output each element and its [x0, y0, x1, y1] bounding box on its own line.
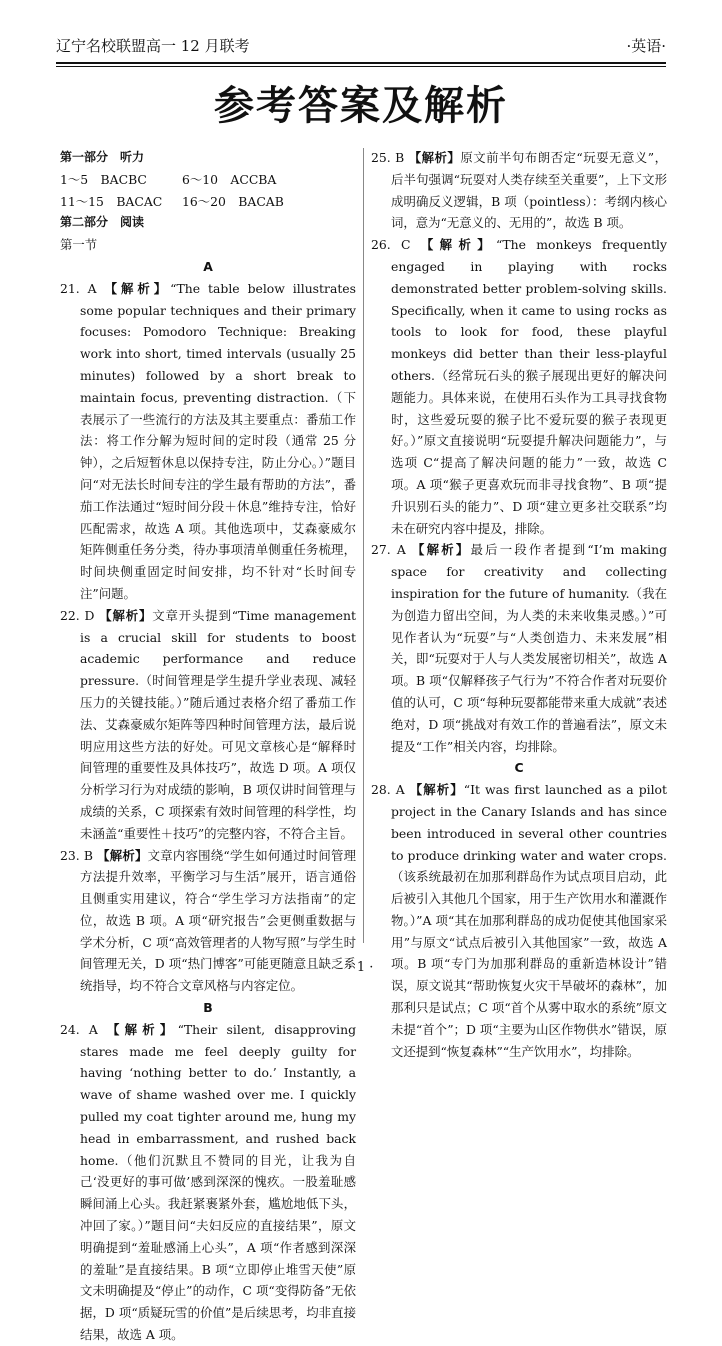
answer-row	[60, 169, 356, 191]
answer-range: 11～15 BACAC	[60, 193, 163, 209]
question-explanation: 最后一段作者提到“I’m making space for creativity and collecting inspiration for the future of humanity.（我在为创造力留出空间，为人类的未来收集灵感。）”可见作者认为“玩耍”与“人类创造力、未来发展”相关，即“玩耍对于人与人类发展密切相关”，故选 A 项。B 项“仅解释孩子气行为”不符合作者对玩耍价值的认可，C 项“每种玩耍都能带来重大成就”表述绝对，D 项“挑战对有效工作的普遍看法”，原文未提及“工作”相关内容，均排除。	[391, 542, 668, 754]
question-number: 23. B	[60, 847, 93, 863]
passage-c-heading: C	[514, 760, 524, 776]
question-explanation: 原文前半句布朗否定“玩耍无意义”，后半句强调“玩耍对人类存续至关重要”，上下文形成明确反义逻辑，B 项（pointless）：考纲内核心词，意为“无意义的、无用的”，故选 B 项。	[391, 150, 668, 231]
analysis-tag: 【解析】	[99, 607, 153, 623]
question-number: 26. C	[371, 237, 411, 253]
question-24	[60, 1019, 356, 1346]
question-25	[371, 147, 667, 234]
analysis-tag: 【解析】	[420, 237, 497, 253]
question-explanation: 文章开头提到“Time management is a crucial skill for students to boost academic performance and reduce pressure.（时间管理是学生提升学业表现、减轻压力的关键技能。）”随后通过表格介绍了番茄工作法、艾森豪威尔矩阵等四种时间管理方法，最后说明应用这些方法的好处。可见文章核心是“解释时间管理的重要性及具体技巧”，故选 D 项。A 项仅分析学习行为对成绩的影响，B 项仅讲时间管理与成绩的关系，C 项探索有效时间管理的科学性，均未涵盖“重要性＋技巧”的完整内容，不符合主旨。	[80, 607, 356, 841]
answer-range: 16～20 BACAB	[181, 193, 284, 209]
analysis-tag: 【解析】	[107, 1021, 178, 1037]
exam-title: 辽宁名校联盟高一 12 月联考	[56, 37, 250, 55]
part2-heading: 第二部分 阅读	[60, 215, 145, 230]
analysis-tag: 【解析】	[104, 280, 171, 296]
passage-a-heading: A	[203, 258, 213, 274]
question-number: 27. A	[371, 542, 406, 558]
question-number: 24. A	[60, 1021, 98, 1037]
question-21	[60, 278, 356, 605]
analysis-tag: 【解析】	[97, 847, 148, 863]
question-explanation: “The table below illustrates some popular techniques and their primary focuses: Pomodoro Technique: Breaking work into short, timed intervals (usually 25 minutes) followed by a short break to maintain focus, preventing distraction.（下表展示了一些流行的方法及其主要重点：番茄工作法：将工作分解为短时间的定时段（通常 25 分钟），之后短暂休息以保持专注，防止分心。）”题目问“对无法长时间专注的学生最有帮助的方法”，番茄工作法通过“短时间分段＋休息”维持专注，恰好匹配需求，故选 A 项。其他选项中，艾森豪威尔矩阵侧重任务分类，待办事项清单侧重任务梳理，时间块侧重固定时间安排，均不针对“长时间专注”问题。	[80, 280, 356, 601]
column-divider	[363, 148, 364, 943]
answer-range: 6～10 ACCBA	[181, 171, 277, 187]
question-number: 21. A	[60, 280, 97, 296]
answer-row	[60, 191, 356, 213]
question-number: 25. B	[371, 150, 405, 165]
passage-b-heading: B	[203, 1000, 213, 1016]
question-explanation: “The monkeys frequently engaged in playing with rocks demonstrated better problem-solving skills. Specifically, when it came to using rocks as tools to look for food, these playful monkeys did better than their less-playful others.（经常玩石头的猴子展现出更好的解决问题能力。具体来说，在使用石头作为工具寻找食物时，这些爱玩耍的猴子比不爱玩耍的猴子表现更好。）”原文直接说明“玩耍提升解决问题能力”，与选项 C“提高了解决问题的能力”一致，故选 C 项。A 项“猴子更喜欢玩而非寻找食物”、B 项“提升识别石头的能力”、D 项“建立更多社交联系”均未在研究内容中提及，排除。	[391, 237, 668, 536]
question-number: 22. D	[60, 607, 95, 623]
subject-label: ·英语·	[626, 37, 666, 55]
part1-heading: 第一部分 听力	[60, 150, 145, 164]
question-26	[371, 234, 667, 539]
header-rule-thin	[56, 66, 666, 67]
page-header	[56, 34, 666, 58]
question-28	[371, 779, 667, 1062]
right-column	[371, 147, 667, 1062]
question-explanation: “Their silent, disapproving stares made me feel deeply guilty for having ‘nothing better to do.’ Instantly, a wave of shame washed over me. I quickly pulled my coat tighter around me, hung my head in embarrassment, and rushed back home.（他们沉默且不赞同的目光，让我为自己‘没更好的事可做’感到深深的愧疚。一股羞耻感瞬间涌上心头。我赶紧裹紧外套，尴尬地低下头，冲回了家。）”题目问“夫妇反应的直接结果”，原文明确提到“羞耻感涌上心头”，A 项“作者感到深深的羞耻”是直接结果。B 项“立即停止堆雪天使”原文未明确提及“停止”的动作，C 项“变得防备”无依据，D 项“质疑玩雪的价值”是后续思考，均非直接结果，故选 A 项。	[80, 1021, 356, 1343]
question-22	[60, 605, 356, 845]
question-explanation: “It was first launched as a pilot project in the Canary Islands and has since been introduced in several other countries to produce drinking water and water crops.（该系统最初在加那利群岛作为试点项目启动，此后被引入其他几个国家，用于生产饮用水和灌溉作物。）”A 项“其在加那利群岛的成功促使其他国家采用”与原文“试点后被引入其他国家”一致，故选 A 项。B 项“专门为加那利群岛的重新造林设计”错误，原文说其“帮助恢复火灾干旱破坏的森林”，加那利只是试点；C 项“首个从雾中取水的系统”原文未提“首个”；D 项“主要为山区作物供水”错误，原文还提到“恢复森林”“生产饮用水”，均排除。	[391, 782, 667, 1059]
question-number: 28. A	[371, 782, 405, 798]
analysis-tag: 【解析】	[408, 150, 461, 165]
question-27	[371, 539, 667, 757]
answer-range: 1～5 BACBC	[60, 171, 147, 187]
analysis-tag: 【解析】	[412, 542, 471, 558]
analysis-tag: 【解析】	[409, 782, 464, 798]
page-number: · 1 ·	[348, 960, 374, 975]
question-explanation: 文章内容围绕“学生如何通过时间管理方法提升效率，平衡学习与生活”展开，语言通俗且侧重实用建议，符合“学生学习方法指南”的定位，故选 B 项。A 项“研究报告”会更侧重数据与学术分析，C 项“高效管理者的人物写照”与学生时间管理无关，D 项“热门博客”可能更随意且缺乏系统指导，均不符合文章风格与内容定位。	[80, 847, 356, 994]
section-label: 第一节	[60, 237, 98, 253]
header-rule-thick	[56, 62, 666, 64]
left-column	[60, 147, 356, 1346]
page-title: 参考答案及解析	[214, 83, 508, 129]
